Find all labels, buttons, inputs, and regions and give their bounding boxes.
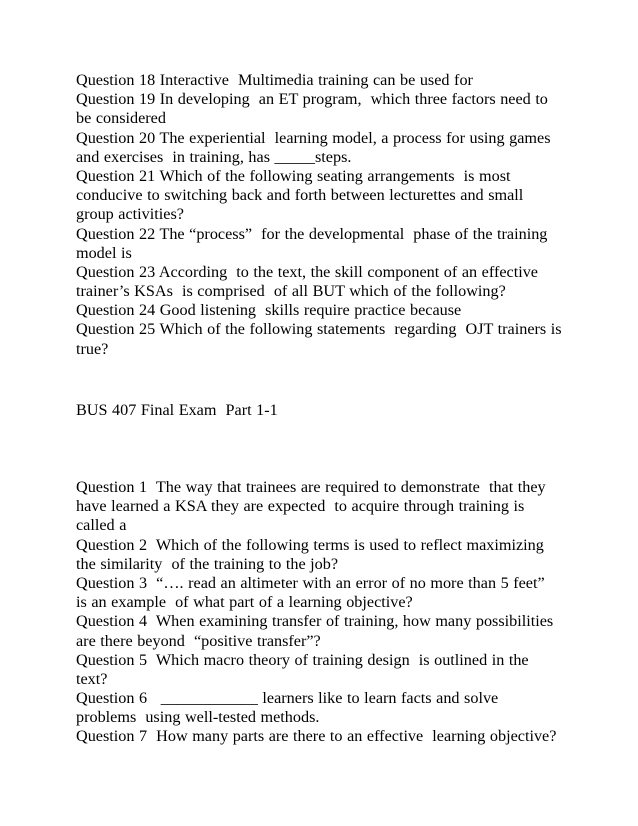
question-20-line: Question 20 The experiential learning model, a process for using games xyxy=(76,128,551,147)
question-1-line: Question 1 The way that trainees are required to demonstrate that they xyxy=(76,478,546,496)
question-21-line: Question 21 Which of the following seating arrangements is most xyxy=(76,166,511,185)
question-22-line: Question 22 The “process” for the developmental phase of the training xyxy=(76,224,548,243)
question-23-line-cont: trainer’s KSAs is comprised of all BUT which of the following? xyxy=(76,282,506,301)
question-4-line-cont: are there beyond “positive transfer”? xyxy=(76,631,321,650)
question-25-line-cont: true? xyxy=(76,339,109,358)
question-21-line-cont-2: group activities? xyxy=(76,205,184,224)
question-6-line-cont: problems using well-tested methods. xyxy=(76,708,320,727)
question-19-line-cont: be considered xyxy=(76,109,166,128)
question-18-line: Question 18 Interactive Multimedia training can be used for xyxy=(76,71,473,89)
question-5-line-cont: text? xyxy=(76,669,108,688)
question-list-part-1-1 xyxy=(76,478,576,747)
question-21-line-cont: conducive to switching back and forth between lecturettes and small xyxy=(76,186,524,205)
question-22-line-cont: model is xyxy=(76,243,132,262)
question-7-line: Question 7 How many parts are there to an effective learning objective? xyxy=(76,727,557,746)
question-1-line-cont-2: called a xyxy=(76,516,127,535)
question-24-line: Question 24 Good listening skills require practice because xyxy=(76,301,462,320)
question-4-line: Question 4 When examining transfer of training, how many possibilities xyxy=(76,612,554,631)
question-list-part-continued xyxy=(76,71,576,359)
section-title: BUS 407 Final Exam Part 1-1 xyxy=(76,401,278,419)
question-2-line: Question 2 Which of the following terms is used to reflect maximizing xyxy=(76,535,544,554)
question-3-line: Question 3 “…. read an altimeter with an error of no more than 5 feet” xyxy=(76,573,545,592)
question-1-line-cont: have learned a KSA they are expected to acquire through training is xyxy=(76,497,525,516)
question-6-line: Question 6 ____________ learners like to learn facts and solve xyxy=(76,689,499,708)
question-3-line-cont: is an example of what part of a learning objective? xyxy=(76,593,413,612)
exam-section-heading xyxy=(76,401,576,420)
question-23-line: Question 23 According to the text, the skill component of an effective xyxy=(76,262,538,281)
question-25-line: Question 25 Which of the following statements regarding OJT trainers is xyxy=(76,320,562,339)
question-5-line: Question 5 Which macro theory of training design is outlined in the xyxy=(76,650,529,669)
question-2-line-cont: the similarity of the training to the job? xyxy=(76,554,339,573)
question-20-line-cont: and exercises in training, has _____steps. xyxy=(76,147,352,166)
question-19-line: Question 19 In developing an ET program, which three factors need to xyxy=(76,90,548,109)
